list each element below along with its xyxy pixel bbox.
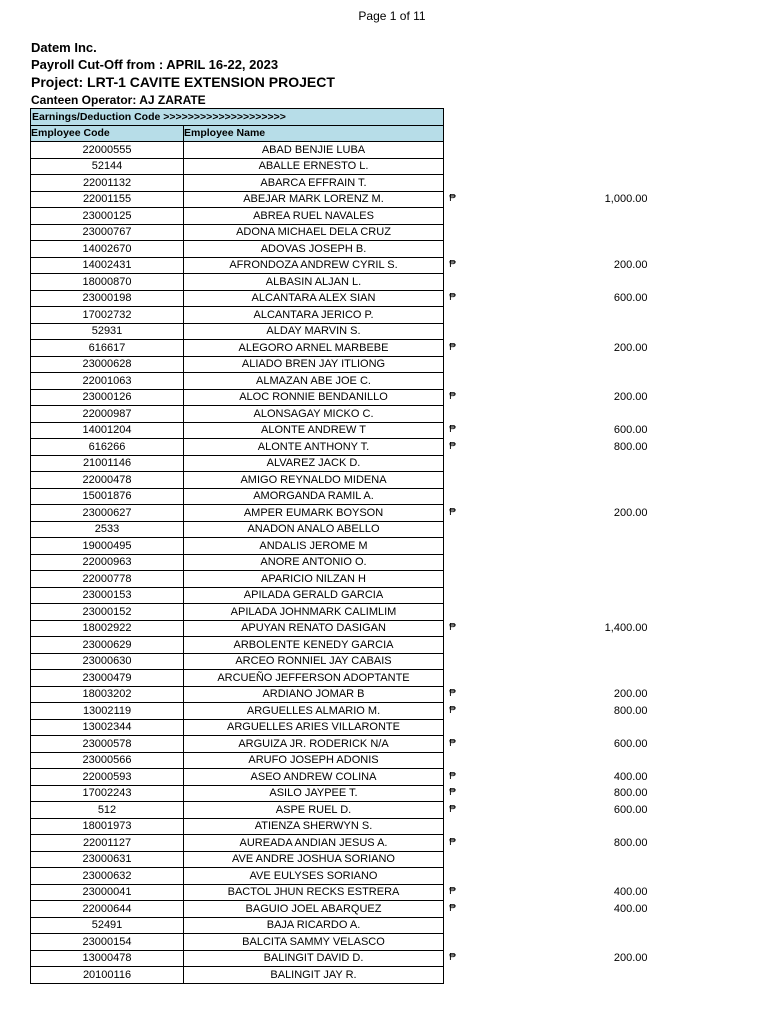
peso-sign: ₱ [449, 440, 456, 452]
amount-cell [458, 719, 648, 736]
employee-name-cell: APILADA GERALD GARCIA [184, 587, 444, 604]
earnings-deduction-code-header: Earnings/Deduction Code >>>>>>>>>>>>>>>>>>>> [31, 109, 444, 126]
amount-cell [458, 538, 648, 555]
peso-sign: ₱ [449, 622, 456, 634]
amount-cell [458, 752, 648, 769]
employee-code-cell: 23000628 [31, 356, 184, 373]
employee-name-cell: ARGUIZA JR. RODERICK N/A [184, 736, 444, 753]
employee-name-cell: AUREADA ANDIAN JESUS A. [184, 835, 444, 852]
amount-cell [458, 373, 648, 390]
peso-sign: ₱ [449, 341, 456, 353]
table-row [31, 719, 648, 736]
peso-sign [444, 373, 458, 390]
employee-name-cell: ASILO JAYPEE T. [184, 785, 444, 802]
table-row [31, 917, 648, 934]
peso-sign [444, 851, 458, 868]
table-row [31, 670, 648, 687]
employee-code-header: Employee Code [31, 125, 184, 142]
employee-name-cell: APUYAN RENATO DASIGAN [184, 620, 444, 637]
employee-name-cell: BALCITA SAMMY VELASCO [184, 934, 444, 951]
employee-code-cell: 616266 [31, 439, 184, 456]
employee-name-cell: APARICIO NILZAN H [184, 571, 444, 588]
employee-code-cell: 19000495 [31, 538, 184, 555]
peso-sign [444, 274, 458, 291]
peso-sign [444, 488, 458, 505]
employee-code-cell: 22001132 [31, 175, 184, 192]
employee-name-cell: AMPER EUMARK BOYSON [184, 505, 444, 522]
amount-cell [458, 637, 648, 654]
table-row [31, 934, 648, 951]
table-row [31, 241, 648, 258]
peso-sign: ₱ [449, 391, 456, 403]
peso-sign: ₱ [449, 704, 456, 716]
amount-cell [458, 571, 648, 588]
employee-name-cell: ABEJAR MARK LORENZ M. [184, 191, 444, 208]
peso-sign [444, 670, 458, 687]
employee-code-cell: 52491 [31, 917, 184, 934]
amount-cell: 800.00 [613, 836, 648, 849]
peso-sign [444, 142, 458, 159]
amount-cell [458, 851, 648, 868]
table-row [31, 538, 648, 555]
employee-code-cell: 23000630 [31, 653, 184, 670]
table-row [31, 521, 648, 538]
peso-sign [444, 224, 458, 241]
amount-cell: 200.00 [613, 391, 648, 404]
employee-code-cell: 15001876 [31, 488, 184, 505]
peso-sign: ₱ [449, 259, 456, 271]
employee-name-cell: ABREA RUEL NAVALES [184, 208, 444, 225]
peso-sign [444, 818, 458, 835]
employee-name-cell: ARUFO JOSEPH ADONIS [184, 752, 444, 769]
table-row [31, 406, 648, 423]
amount-cell [458, 587, 648, 604]
employee-name-cell: AVE ANDRE JOSHUA SORIANO [184, 851, 444, 868]
peso-sign: ₱ [449, 787, 456, 799]
peso-sign [444, 406, 458, 423]
amount-cell: 800.00 [613, 440, 648, 453]
employee-name-cell: ALONTE ANDREW T [184, 422, 444, 439]
peso-sign [444, 554, 458, 571]
employee-name-cell: ALBASIN ALJAN L. [184, 274, 444, 291]
employee-code-cell: 512 [31, 802, 184, 819]
amount-cell: 400.00 [613, 770, 648, 783]
employee-name-cell: ADOVAS JOSEPH B. [184, 241, 444, 258]
employee-code-cell: 22000644 [31, 901, 184, 918]
amount-cell [458, 356, 648, 373]
amount-cell: 800.00 [613, 704, 648, 717]
amount-cell [458, 224, 648, 241]
peso-sign [444, 637, 458, 654]
table-row [31, 703, 648, 720]
company-name: Datem Inc. [31, 40, 97, 55]
peso-sign [444, 538, 458, 555]
amount-cell [458, 323, 648, 340]
peso-sign [444, 356, 458, 373]
table-row [31, 175, 648, 192]
table-row [31, 290, 648, 307]
amount-cell [458, 967, 648, 984]
payroll-cutoff: Payroll Cut-Off from : APRIL 16-22, 2023 [31, 57, 279, 72]
amount-cell [458, 488, 648, 505]
employee-code-cell: 20100116 [31, 967, 184, 984]
table-row [31, 505, 648, 522]
table-row [31, 686, 648, 703]
table-row [31, 554, 648, 571]
amount-cell [458, 934, 648, 951]
employee-code-cell: 23000041 [31, 884, 184, 901]
amount-cell [458, 868, 648, 885]
peso-sign: ₱ [449, 836, 456, 848]
employee-code-cell: 52931 [31, 323, 184, 340]
amount-cell [458, 208, 648, 225]
table-row [31, 257, 648, 274]
employee-name-cell: ALVAREZ JACK D. [184, 455, 444, 472]
employee-code-cell: 23000125 [31, 208, 184, 225]
employee-code-cell: 14001204 [31, 422, 184, 439]
employee-code-cell: 22000593 [31, 769, 184, 786]
table-row [31, 950, 648, 967]
peso-sign: ₱ [449, 506, 456, 518]
table-row [31, 604, 648, 621]
amount-cell: 200.00 [613, 341, 648, 354]
amount-cell [458, 604, 648, 621]
table-row [31, 736, 648, 753]
employee-code-cell: 18003202 [31, 686, 184, 703]
peso-sign [444, 472, 458, 489]
peso-sign [444, 587, 458, 604]
employee-name-cell: ALCANTARA ALEX SIAN [184, 290, 444, 307]
employee-code-cell: 17002732 [31, 307, 184, 324]
employee-name-cell: BAGUIO JOEL ABARQUEZ [184, 901, 444, 918]
employee-name-cell: BALINGIT JAY R. [184, 967, 444, 984]
table-row [31, 472, 648, 489]
employee-name-cell: ABARCA EFFRAIN T. [184, 175, 444, 192]
amount-cell [458, 158, 648, 175]
employee-name-cell: ALOC RONNIE BENDANILLO [184, 389, 444, 406]
employee-code-cell: 2533 [31, 521, 184, 538]
peso-sign [444, 653, 458, 670]
amount-cell: 400.00 [613, 886, 648, 899]
table-row [31, 340, 648, 357]
employee-name-cell: AMIGO REYNALDO MIDENA [184, 472, 444, 489]
table-row [31, 389, 648, 406]
employee-name-cell: BALINGIT DAVID D. [184, 950, 444, 967]
employee-name-cell: ANADON ANALO ABELLO [184, 521, 444, 538]
employee-code-cell: 18001973 [31, 818, 184, 835]
employee-name-cell: ARDIANO JOMAR B [184, 686, 444, 703]
amount-cell: 800.00 [613, 787, 648, 800]
peso-sign [444, 604, 458, 621]
table-row [31, 637, 648, 654]
employee-code-cell: 22001063 [31, 373, 184, 390]
employee-name-cell: ATIENZA SHERWYN S. [184, 818, 444, 835]
peso-sign: ₱ [449, 688, 456, 700]
amount-cell [458, 455, 648, 472]
peso-sign [444, 323, 458, 340]
amount-cell [458, 670, 648, 687]
employee-code-cell: 17002243 [31, 785, 184, 802]
employee-name-cell: BAJA RICARDO A. [184, 917, 444, 934]
amount-cell [458, 917, 648, 934]
employee-name-cell: AFRONDOZA ANDREW CYRIL S. [184, 257, 444, 274]
employee-code-cell: 22000963 [31, 554, 184, 571]
employee-code-cell: 23000479 [31, 670, 184, 687]
amount-cell [458, 472, 648, 489]
employee-name-cell: ABALLE ERNESTO L. [184, 158, 444, 175]
amount-cell [458, 406, 648, 423]
table-row [31, 307, 648, 324]
amount-cell [458, 175, 648, 192]
peso-sign [444, 307, 458, 324]
employee-name-cell: ARCEO RONNIEL JAY CABAIS [184, 653, 444, 670]
amount-cell: 600.00 [613, 737, 648, 750]
employee-name-cell: APILADA JOHNMARK CALIMLIM [184, 604, 444, 621]
table-row [31, 274, 648, 291]
peso-sign: ₱ [449, 292, 456, 304]
employee-name-cell: ADONA MICHAEL DELA CRUZ [184, 224, 444, 241]
table-row [31, 373, 648, 390]
peso-sign: ₱ [449, 193, 456, 205]
employee-code-cell: 14002670 [31, 241, 184, 258]
employee-name-cell: ARCUEÑO JEFFERSON ADOPTANTE [184, 670, 444, 687]
employee-code-cell: 22000555 [31, 142, 184, 159]
employee-code-cell: 616617 [31, 340, 184, 357]
employee-code-cell: 52144 [31, 158, 184, 175]
employee-code-cell: 13000478 [31, 950, 184, 967]
employee-code-cell: 23000631 [31, 851, 184, 868]
employee-name-cell: ALONSAGAY MICKO C. [184, 406, 444, 423]
table-row [31, 785, 648, 802]
amount-cell [458, 274, 648, 291]
peso-sign [444, 752, 458, 769]
peso-sign [444, 208, 458, 225]
amount-cell: 600.00 [613, 424, 648, 437]
amount-cell: 1,400.00 [604, 622, 648, 635]
project-name: Project: LRT-1 CAVITE EXTENSION PROJECT [31, 74, 335, 90]
peso-sign [444, 967, 458, 984]
employee-code-cell: 23000566 [31, 752, 184, 769]
peso-sign [444, 455, 458, 472]
employee-name-cell: ALIADO BREN JAY ITLIONG [184, 356, 444, 373]
employee-code-cell: 23000153 [31, 587, 184, 604]
table-row [31, 158, 648, 175]
amount-cell [458, 241, 648, 258]
peso-sign: ₱ [449, 770, 456, 782]
table-row [31, 884, 648, 901]
employee-code-cell: 18002922 [31, 620, 184, 637]
employee-code-cell: 14002431 [31, 257, 184, 274]
employee-code-cell: 22000987 [31, 406, 184, 423]
amount-cell: 200.00 [613, 688, 648, 701]
page-number: Page 1 of 11 [358, 9, 426, 23]
employee-code-cell: 21001146 [31, 455, 184, 472]
amount-cell [458, 818, 648, 835]
table-row [31, 901, 648, 918]
table-row [31, 323, 648, 340]
peso-sign [444, 241, 458, 258]
employee-code-cell: 23000152 [31, 604, 184, 621]
employee-code-cell: 22000778 [31, 571, 184, 588]
table-row [31, 769, 648, 786]
table-row [31, 571, 648, 588]
table-row [31, 208, 648, 225]
peso-sign: ₱ [449, 424, 456, 436]
employee-code-cell: 23000632 [31, 868, 184, 885]
peso-sign [444, 175, 458, 192]
table-row [31, 802, 648, 819]
employee-code-cell: 22001155 [31, 191, 184, 208]
employee-name-cell: ALEGORO ARNEL MARBEBE [184, 340, 444, 357]
table-row [31, 818, 648, 835]
table-row [31, 142, 648, 159]
table-row [31, 455, 648, 472]
amount-cell: 600.00 [613, 803, 648, 816]
table-row [31, 620, 648, 637]
amount-cell [458, 521, 648, 538]
employee-code-cell: 23000627 [31, 505, 184, 522]
canteen-operator: Canteen Operator: AJ ZARATE [31, 93, 206, 107]
peso-sign [444, 571, 458, 588]
employee-name-cell: AVE EULYSES SORIANO [184, 868, 444, 885]
employee-name-cell: ALDAY MARVIN S. [184, 323, 444, 340]
payroll-table [30, 108, 648, 984]
employee-name-cell: ARBOLENTE KENEDY GARCIA [184, 637, 444, 654]
amount-cell: 200.00 [613, 506, 648, 519]
employee-name-cell: ARGUELLES ALMARIO M. [184, 703, 444, 720]
employee-name-cell: ARGUELLES ARIES VILLARONTE [184, 719, 444, 736]
employee-name-cell: ALCANTARA JERICO P. [184, 307, 444, 324]
employee-name-cell: ALONTE ANTHONY T. [184, 439, 444, 456]
amount-cell: 400.00 [613, 902, 648, 915]
amount-cell: 1,000.00 [604, 193, 648, 206]
employee-name-cell: BACTOL JHUN RECKS ESTRERA [184, 884, 444, 901]
peso-sign: ₱ [449, 737, 456, 749]
employee-name-cell: ASPE RUEL D. [184, 802, 444, 819]
peso-sign: ₱ [449, 803, 456, 815]
employee-code-cell: 18000870 [31, 274, 184, 291]
amount-cell: 200.00 [613, 259, 648, 272]
table-row [31, 851, 648, 868]
table-row [31, 439, 648, 456]
peso-sign [444, 934, 458, 951]
employee-name-cell: ALMAZAN ABE JOE C. [184, 373, 444, 390]
amount-cell [458, 142, 648, 159]
peso-sign [444, 868, 458, 885]
amount-cell [458, 653, 648, 670]
peso-sign [444, 521, 458, 538]
table-row [31, 356, 648, 373]
employee-name-cell: ANORE ANTONIO O. [184, 554, 444, 571]
employee-name-header: Employee Name [184, 125, 444, 142]
employee-name-cell: AMORGANDA RAMIL A. [184, 488, 444, 505]
table-row [31, 488, 648, 505]
employee-code-cell: 13002344 [31, 719, 184, 736]
peso-sign: ₱ [449, 952, 456, 964]
amount-cell [458, 554, 648, 571]
employee-code-cell: 13002119 [31, 703, 184, 720]
table-row [31, 653, 648, 670]
peso-sign [444, 158, 458, 175]
employee-code-cell: 23000198 [31, 290, 184, 307]
amount-cell: 600.00 [613, 292, 648, 305]
employee-name-cell: ANDALIS JEROME M [184, 538, 444, 555]
employee-code-cell: 22000478 [31, 472, 184, 489]
peso-sign: ₱ [449, 886, 456, 898]
table-row [31, 752, 648, 769]
employee-code-cell: 23000767 [31, 224, 184, 241]
employee-name-cell: ABAD BENJIE LUBA [184, 142, 444, 159]
employee-code-cell: 23000154 [31, 934, 184, 951]
table-row [31, 587, 648, 604]
table-row [31, 967, 648, 984]
earnings-header-row [31, 109, 648, 126]
employee-code-cell: 22001127 [31, 835, 184, 852]
peso-sign [444, 917, 458, 934]
table-row [31, 868, 648, 885]
table-row [31, 224, 648, 241]
amount-cell [458, 307, 648, 324]
peso-sign [444, 719, 458, 736]
employee-code-cell: 23000578 [31, 736, 184, 753]
employee-code-cell: 23000126 [31, 389, 184, 406]
employee-name-cell: ASEO ANDREW COLINA [184, 769, 444, 786]
peso-sign: ₱ [449, 902, 456, 914]
table-row [31, 422, 648, 439]
amount-cell: 200.00 [613, 952, 648, 965]
table-row [31, 835, 648, 852]
column-header-row [31, 125, 648, 142]
table-row [31, 191, 648, 208]
employee-code-cell: 23000629 [31, 637, 184, 654]
